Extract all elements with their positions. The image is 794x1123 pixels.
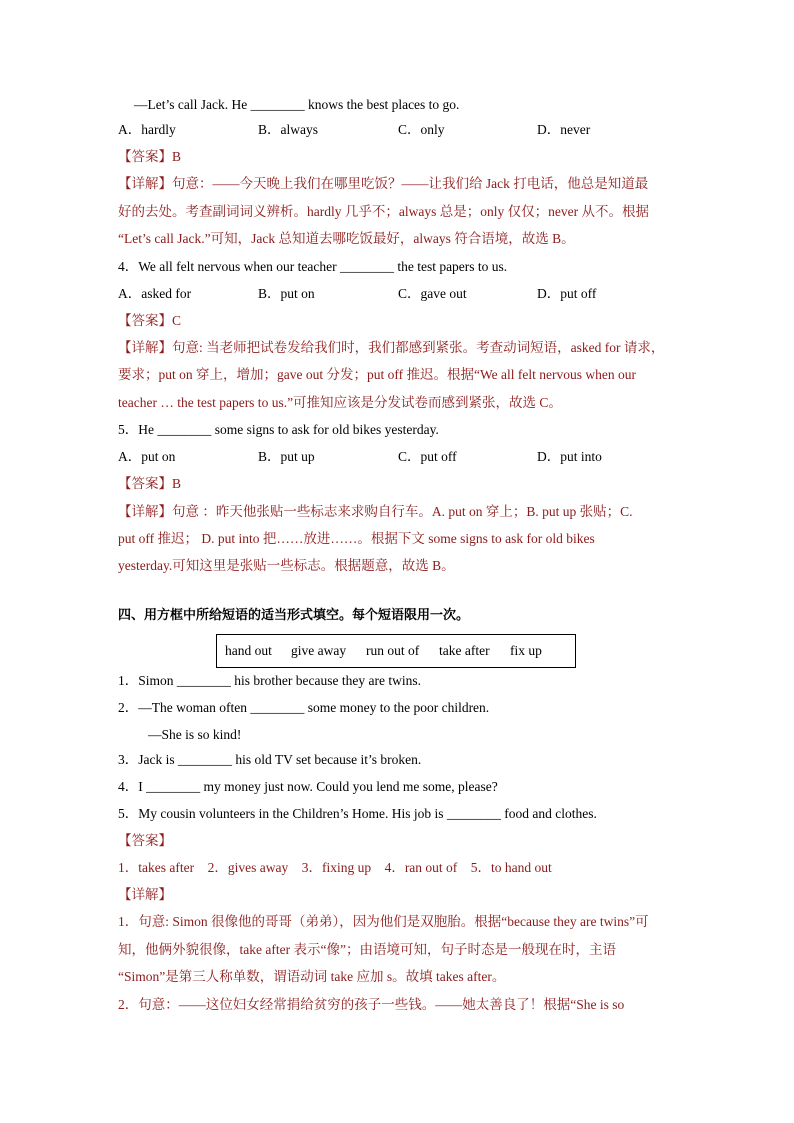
s4-answers: 1．takes after 2．gives away 3．fixing up 4．ran out of 5．to hand out [118,860,552,875]
phrase-box [216,634,576,668]
q4-option-a: A．asked for [118,286,192,301]
phrase-hand-out: hand out [225,643,272,658]
q3-answer [118,148,181,166]
phrase-take-after: take after [439,643,490,658]
q3-stem-line: —Let’s call Jack. He ________ knows the best places to go. [134,97,460,112]
s4-question-1: 1．Simon ________ his brother because they are twins. [118,673,421,688]
detail-label: 【详解】 [118,340,172,355]
s4-detail-line-4: 2．句意：——这位妇女经常捐给贫穷的孩子一些钱。——她太善良了！根据“She is so [118,997,625,1012]
s4-question-5: 5．My cousin volunteers in the Children’s Home. His job is ________ food and clothes. [118,806,597,821]
detail-label: 【详解】 [118,504,172,519]
q3-option-a: A．hardly [118,122,176,137]
q3-detail-line-2: 好的去处。考查副词词义辨析。hardly 几乎不；always 总是；only 仅仅；never 从不。根据 [118,204,649,219]
q3-detail-line-1 [118,175,648,193]
s4-question-4: 4．I ________ my money just now. Could you lend me some, please? [118,779,498,794]
q3-option-c: C．only [398,122,445,137]
q5-option-d: D．put into [537,449,602,464]
q4-detail-line-2: 要求；put on 穿上，增加；gave out 分发；put off 推迟。根据“We all felt nervous when our [118,367,636,382]
detail-text: 句意：——今天晚上我们在哪里吃饭？——让我们给 Jack 打电话，他总是知道最 [172,176,649,191]
s4-detail-line-2: 知，他俩外貌很像，take after 表示“像”；由语境可知，句子时态是一般现在时，主语 [118,942,616,957]
q3-option-d: D．never [537,122,591,137]
s4-question-3: 3．Jack is ________ his old TV set because it’s broken. [118,752,422,767]
q4-option-b: B．put on [258,286,315,301]
q4-detail-line-1 [118,339,664,357]
s4-detail-line-1: 1．句意: Simon 很像他的哥哥（弟弟），因为他们是双胞胎。根据“because they are twins”可 [118,914,649,929]
answer-value: C [172,313,182,328]
q5-stem: 5．He ________ some signs to ask for old bikes yesterday. [118,422,439,437]
answer-label: 【答案】 [118,149,172,164]
q4-stem: 4．We all felt nervous when our teacher ________ the test papers to us. [118,259,508,274]
answer-value: B [172,476,182,491]
q4-option-c: C．gave out [398,286,467,301]
q5-option-c: C．put off [398,449,457,464]
answer-label: 【答案】 [118,313,172,328]
s4-question-2: 2．—The woman often ________ some money to the poor children. [118,700,490,715]
phrase-fix-up: fix up [510,643,542,658]
section-title: 四、用方框中所给短语的适当形式填空。每个短语限用一次。 [118,608,470,623]
q4-detail-line-3: teacher … the test papers to us.”可推知应该是分发试卷而感到紧张，故选 C。 [118,395,562,410]
detail-text: 句意: 当老师把试卷发给我们时，我们都感到紧张。考查动词短语，asked for 请求， [172,340,665,355]
q4-option-d: D．put off [537,286,597,301]
phrase-give-away: give away [291,643,347,658]
q3-detail-line-3: “Let’s call Jack.”可知，Jack 总知道去哪吃饭最好，always 符合语境，故选 B。 [118,231,575,246]
detail-text: 句意 ：昨天他张贴一些标志来求购自行车。A. put on 穿上；B. put up 张贴；C. [172,504,633,519]
q5-option-a: A．put on [118,449,176,464]
q5-detail-line-1 [118,503,633,521]
answer-label: 【答案】 [118,476,172,491]
detail-label: 【详解】 [118,176,172,191]
answer-value: B [172,149,182,164]
s4-answer-label: 【答案】 [118,833,172,848]
q4-answer [118,312,181,330]
s4-detail-label: 【详解】 [118,887,172,902]
phrase-run-out-of: run out of [366,643,420,658]
q5-option-b: B．put up [258,449,315,464]
s4-detail-line-3: “Simon”是第三人称单数，谓语动词 take 应加 s。故填 takes after。 [118,969,506,984]
q5-detail-line-2: put off 推迟； D. put into 把……放进……。根据下文 some signs to ask for old bikes [118,531,595,546]
q5-answer [118,475,181,493]
q3-option-b: B．always [258,122,318,137]
q5-detail-line-3: yesterday.可知这里是张贴一些标志。根据题意，故选 B。 [118,558,455,573]
s4-question-2-reply: —She is so kind! [148,727,242,742]
